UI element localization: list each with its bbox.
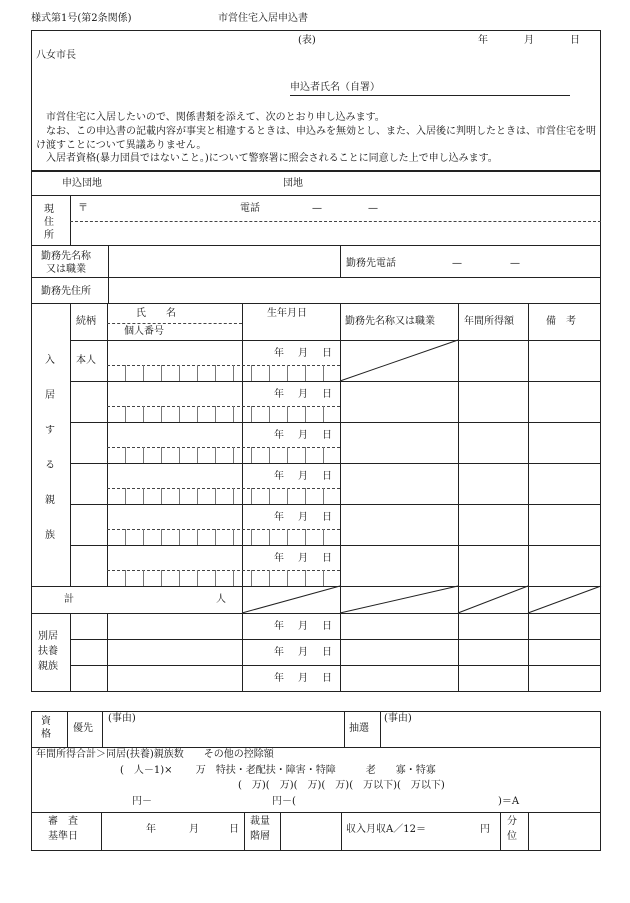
address-label-3: 所: [44, 230, 54, 241]
sep2-month: 月: [298, 647, 308, 658]
separate-label-2: 扶養: [38, 646, 58, 657]
col-personal-number: 個人番号: [124, 326, 164, 337]
family-side-1: 入: [45, 355, 55, 366]
sep1-year: 年: [274, 621, 284, 632]
phone-dash-1: —: [312, 203, 322, 214]
row2-day: 日: [322, 389, 332, 400]
row3-day: 日: [322, 430, 332, 441]
row6-year: 年: [274, 553, 284, 564]
workplace-address-label: 勤務先住所: [41, 286, 91, 297]
division-label-1: 分: [507, 816, 517, 827]
row6-day: 日: [322, 553, 332, 564]
separate-label-1: 別居: [38, 631, 58, 642]
workplace-phone-dash-1: —: [452, 258, 462, 269]
phone-dash-2: —: [368, 203, 378, 214]
self-label: 本人: [76, 355, 96, 366]
postal-mark: 〒: [78, 203, 88, 214]
workplace-phone-dash-2: —: [510, 258, 520, 269]
apply-complex-label: 申込団地: [62, 178, 102, 189]
total-person-unit: 人: [216, 594, 226, 605]
monthly-yen: 円: [480, 824, 490, 835]
intro-paragraph-2: なお、この申込書の記載内容が事実と相違するときは、申込みを無効とし、また、入居後に判明したときは、市営住宅を明け渡すことについて異議ありません。: [36, 126, 596, 151]
review-label-2: 基準日: [48, 831, 78, 842]
yen-minus-1: 円－: [132, 796, 152, 807]
form-title: 市営住宅入居申込書: [218, 13, 308, 24]
col-name: 氏 名: [136, 308, 176, 319]
applicant-signature-line[interactable]: [290, 95, 570, 96]
sep1-month: 月: [298, 621, 308, 632]
review-year: 年: [146, 824, 156, 835]
review-day: 日: [229, 824, 239, 835]
discretion-label-1: 裁量: [250, 816, 270, 827]
row3-month: 月: [298, 430, 308, 441]
qualification-label-1: 資: [41, 716, 51, 727]
equals-a: )＝A: [498, 796, 520, 807]
date-year: 年: [478, 35, 488, 46]
row5-year: 年: [274, 512, 284, 523]
date-month: 月: [524, 35, 534, 46]
row1-day: 日: [322, 348, 332, 359]
row1-work-strike: [340, 340, 458, 381]
front-side-label: (表): [298, 35, 316, 46]
address-label-2: 住: [44, 217, 54, 228]
intro-paragraph-3: 入居者資格(暴力団員ではないこと。)について警察署に照会されることに同意した上で申し込みます。: [36, 153, 498, 164]
family-side-3: す: [45, 425, 55, 436]
row3-year: 年: [274, 430, 284, 441]
workplace-name-label-1: 勤務先名称: [41, 251, 91, 262]
phone-label: 電話: [240, 203, 260, 214]
income-line-3: ( 万)( 万)( 万)( 万)( 万以下)( 万以下): [238, 780, 445, 791]
form-number: 様式第1号(第2条関係): [31, 13, 132, 24]
total-strike-birth: [242, 586, 340, 613]
family-side-2: 居: [45, 390, 55, 401]
priority-reason-label: (事由): [108, 713, 136, 724]
row5-day: 日: [322, 512, 332, 523]
sep1-day: 日: [322, 621, 332, 632]
date-day: 日: [570, 35, 580, 46]
col-relation: 続柄: [76, 316, 96, 327]
row4-month: 月: [298, 471, 308, 482]
workplace-name-label-2: 又は職業: [46, 264, 86, 275]
col-birthdate: 生年月日: [267, 308, 307, 319]
sep2-day: 日: [322, 647, 332, 658]
priority-label: 優先: [73, 723, 93, 734]
total-strike-remarks: [528, 586, 601, 613]
total-label: 計: [64, 594, 74, 605]
separate-label-3: 親族: [38, 661, 58, 672]
col-remarks: 備 考: [546, 316, 576, 327]
addressee: 八女市長: [36, 50, 76, 61]
row2-month: 月: [298, 389, 308, 400]
family-side-5: 親: [45, 495, 55, 506]
intro-paragraph-1: 市営住宅に入居したいので、関係書類を添えて、次のとおり申し込みます。: [36, 112, 385, 123]
row4-day: 日: [322, 471, 332, 482]
division-label-2: 位: [507, 831, 517, 842]
review-label-1: 審 査: [48, 816, 78, 827]
row4-year: 年: [274, 471, 284, 482]
sep2-year: 年: [274, 647, 284, 658]
lottery-label: 抽選: [349, 723, 369, 734]
total-strike-income: [458, 586, 528, 613]
applicant-name-label: 申込者氏名（自署）: [290, 82, 380, 93]
row1-month: 月: [298, 348, 308, 359]
total-strike-work: [340, 586, 458, 613]
income-line-2: ( 人－1)× 万 特扶・老配扶・障害・特障 老 寡・特寡: [120, 765, 436, 776]
workplace-phone-label: 勤務先電話: [346, 258, 396, 269]
income-line-1: 年間所得合計＞同居(扶養)親族数 その他の控除額: [36, 749, 274, 760]
row5-month: 月: [298, 512, 308, 523]
sep3-month: 月: [298, 673, 308, 684]
sep3-day: 日: [322, 673, 332, 684]
review-month: 月: [189, 824, 199, 835]
lottery-reason-label: (事由): [384, 713, 412, 724]
row6-month: 月: [298, 553, 308, 564]
address-label-1: 現: [44, 204, 54, 215]
sep3-year: 年: [274, 673, 284, 684]
yen-minus-2: 円－(: [272, 796, 296, 807]
row1-year: 年: [274, 348, 284, 359]
qualification-label-2: 格: [41, 729, 51, 740]
apply-complex-suffix: 団地: [283, 178, 303, 189]
col-workplace: 勤務先名称又は職業: [345, 316, 435, 327]
row2-year: 年: [274, 389, 284, 400]
monthly-income-label: 収入月収A／12＝: [346, 824, 426, 835]
discretion-label-2: 階層: [250, 831, 270, 842]
family-side-4: る: [45, 460, 55, 471]
col-annual-income: 年間所得額: [464, 316, 514, 327]
family-side-6: 族: [45, 530, 55, 541]
